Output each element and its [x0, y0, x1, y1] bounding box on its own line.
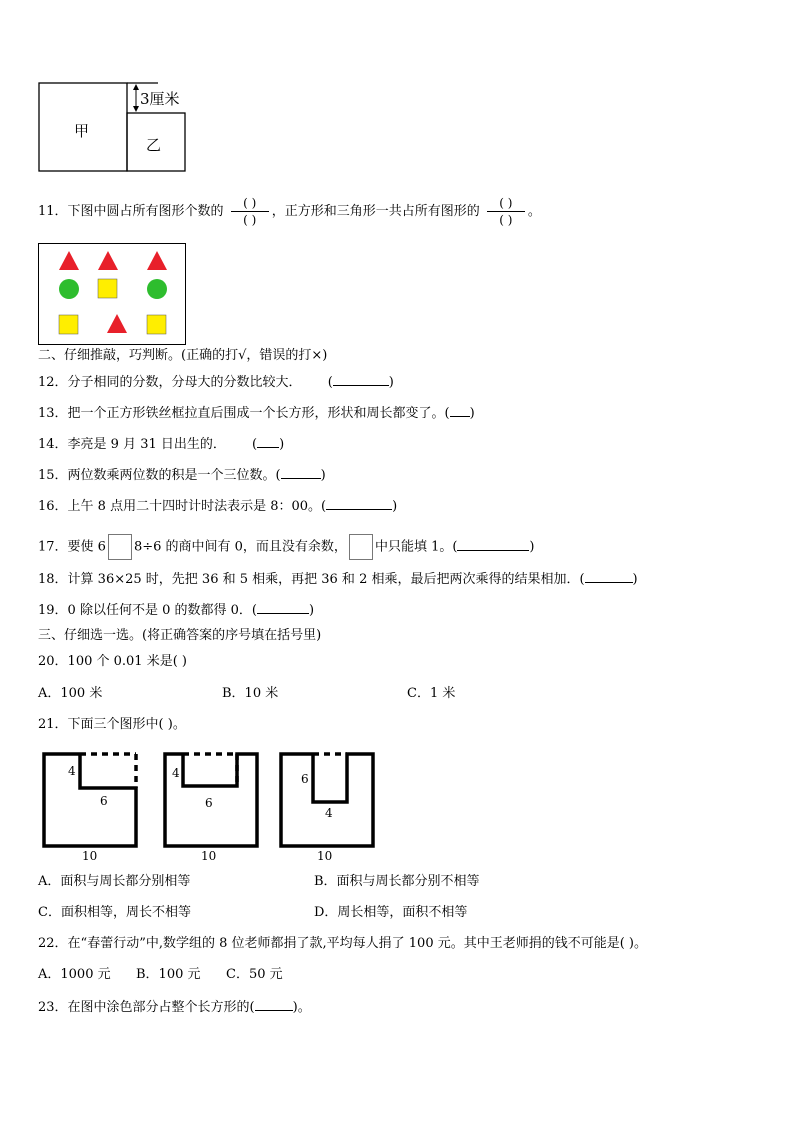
q17-answer-blank[interactable]: [457, 538, 529, 551]
q11-f2-numerator: ( ): [499, 196, 513, 210]
section-3-title: 三、仔细选一选。(将正确答案的序号填在括号里): [38, 628, 322, 643]
q21-text: 下面三个图形中( )。: [67, 717, 186, 732]
q11-text-a: 下图中圆占所有图形个数的: [67, 204, 224, 219]
q16-number: 16．: [38, 499, 68, 514]
q21-f1-label-6: 6: [100, 794, 108, 808]
q21-number: 21．: [38, 717, 68, 732]
q14-number: 14．: [38, 437, 68, 452]
label-3cm: 3厘米: [140, 90, 180, 108]
q23-number: 23．: [38, 1000, 68, 1015]
q22-number: 22．: [38, 936, 68, 951]
q11-text-b: ，正方形和三角形一共占所有图形的: [271, 204, 480, 219]
q17-close: ): [529, 539, 535, 555]
q17-number: 17．: [38, 539, 68, 555]
q14-answer[interactable]: ( ): [252, 437, 285, 452]
q15-number: 15．: [38, 468, 68, 483]
q16-text: 上午 8 点用二十四时计时法表示是 8：00。(: [67, 499, 327, 514]
circle-shape: [59, 279, 79, 299]
q21-f2-label-4: 4: [172, 766, 180, 780]
q15-answer-blank[interactable]: [281, 466, 321, 479]
q21-option-a[interactable]: A．面积与周长都分别相等: [38, 874, 191, 889]
question-19: [38, 601, 314, 620]
label-yi: 乙: [146, 136, 162, 154]
q11-text-c: 。: [527, 204, 541, 219]
q20-text: 100 个 0.01 米是( ): [67, 654, 187, 669]
q21-option-c[interactable]: C．面积相等，周长不相等: [38, 905, 191, 920]
q20-option-c[interactable]: C．1 米: [407, 686, 456, 701]
q21-f3-label-6: 6: [301, 772, 309, 786]
circle-shape: [147, 279, 167, 299]
q15-close: ): [320, 468, 326, 483]
q21-figure-2: [163, 752, 261, 864]
label-jia: 甲: [74, 122, 90, 140]
q12-number: 12．: [38, 375, 68, 390]
q19-number: 19．: [38, 603, 68, 618]
q21-f3-label-4: 4: [325, 806, 333, 820]
triangle-shape: [107, 314, 127, 333]
question-23: [38, 998, 311, 1017]
q21-figure-3-svg: [279, 752, 377, 850]
question-21: [38, 716, 186, 734]
question-12: [38, 373, 394, 392]
q11-fraction-1[interactable]: [231, 196, 269, 227]
q11-f1-denominator: ( ): [243, 213, 257, 227]
q13-text: 把一个正方形铁丝框拉直后围成一个长方形，形状和周长都变了。(: [67, 406, 450, 421]
q11-fraction-2[interactable]: [487, 196, 525, 227]
question-13: [38, 404, 475, 423]
q13-close: ): [469, 406, 475, 421]
q18-text: 计算 36×25 时，先把 36 和 5 相乘，再把 36 和 2 相乘，最后把两次乘得的结果相加．(: [67, 572, 585, 587]
q11-f1-numerator: ( ): [243, 196, 257, 210]
q17-digit-box-ref: [349, 534, 373, 560]
q11-f2-denominator: ( ): [499, 213, 513, 227]
question-16: [38, 497, 397, 516]
q19-close: ): [308, 603, 315, 618]
q12-answer[interactable]: ( ): [327, 375, 394, 390]
q22-option-c[interactable]: C．50 元: [226, 967, 283, 982]
q16-answer-blank[interactable]: [326, 497, 392, 510]
q21-figure-3: [279, 752, 377, 864]
question-18: [38, 570, 638, 589]
q17-text-c: 中只能填 1。(: [374, 539, 458, 555]
q23-close: )。: [292, 1000, 311, 1015]
q19-text: 0 除以任何不是 0 的数都得 0．(: [67, 603, 257, 618]
q14-text: 李亮是 9 月 31 日出生的．: [67, 437, 226, 452]
q22-option-a[interactable]: A．1000 元: [38, 967, 111, 982]
triangle-shape: [59, 251, 79, 270]
q21-option-b[interactable]: B．面积与周长都分别不相等: [314, 874, 480, 889]
q21-f1-label-4: 4: [68, 764, 76, 778]
q18-number: 18．: [38, 572, 68, 587]
q23-text: 在图中涂色部分占整个长方形的(: [67, 1000, 255, 1015]
q13-answer-blank[interactable]: [450, 404, 470, 417]
shapes-box: [38, 243, 186, 345]
q21-f3-label-10: 10: [317, 849, 333, 863]
question-22: [38, 935, 647, 953]
q16-close: ): [392, 499, 398, 514]
q17-text-a: 要使 6: [67, 539, 106, 555]
question-14: [38, 435, 284, 454]
q21-figure-1-svg: [42, 752, 140, 850]
q22-option-b[interactable]: B．100 元: [136, 967, 201, 982]
q19-answer-blank[interactable]: [257, 601, 309, 614]
q20-option-a[interactable]: A．100 米: [38, 686, 103, 701]
q18-close: ): [632, 572, 638, 587]
shapes-svg: [39, 244, 185, 344]
q13-number: 13．: [38, 406, 68, 421]
q21-option-d[interactable]: D．周长相等，面积不相等: [314, 905, 468, 920]
question-11: [38, 196, 541, 227]
question-15: [38, 466, 326, 485]
q20-option-b[interactable]: B．10 米: [222, 686, 279, 701]
q12-text: 分子相同的分数，分母大的分数比较大．: [67, 375, 302, 390]
triangle-shape: [147, 251, 167, 270]
q15-text: 两位数乘两位数的积是一个三位数。(: [67, 468, 281, 483]
section-2-title: 二、仔细推敲，巧判断。(正确的打√，错误的打×): [38, 348, 328, 363]
square-shape: [98, 279, 117, 298]
q18-answer-blank[interactable]: [585, 570, 633, 583]
q21-f2-label-6: 6: [205, 796, 213, 810]
square-shape: [59, 315, 78, 334]
q17-text-b: 8÷6 的商中间有 0，而且没有余数，: [133, 539, 347, 555]
q21-f2-label-10: 10: [201, 849, 217, 863]
question-20: [38, 653, 187, 671]
q23-answer-blank[interactable]: [255, 998, 293, 1011]
q22-text: 在“春蕾行动”中,数学组的 8 位老师都捐了款,平均每人捐了 100 元。其中王老师捐的钱不可能是( )。: [67, 936, 647, 951]
top-figure: [38, 82, 198, 174]
triangle-shape: [98, 251, 118, 270]
question-17: [38, 534, 535, 560]
q11-number: 11．: [38, 204, 68, 219]
square-shape: [147, 315, 166, 334]
q17-digit-box[interactable]: [108, 534, 132, 560]
q21-figure-1: [42, 752, 140, 864]
q21-f1-label-10: 10: [82, 849, 98, 863]
q20-number: 20．: [38, 654, 68, 669]
